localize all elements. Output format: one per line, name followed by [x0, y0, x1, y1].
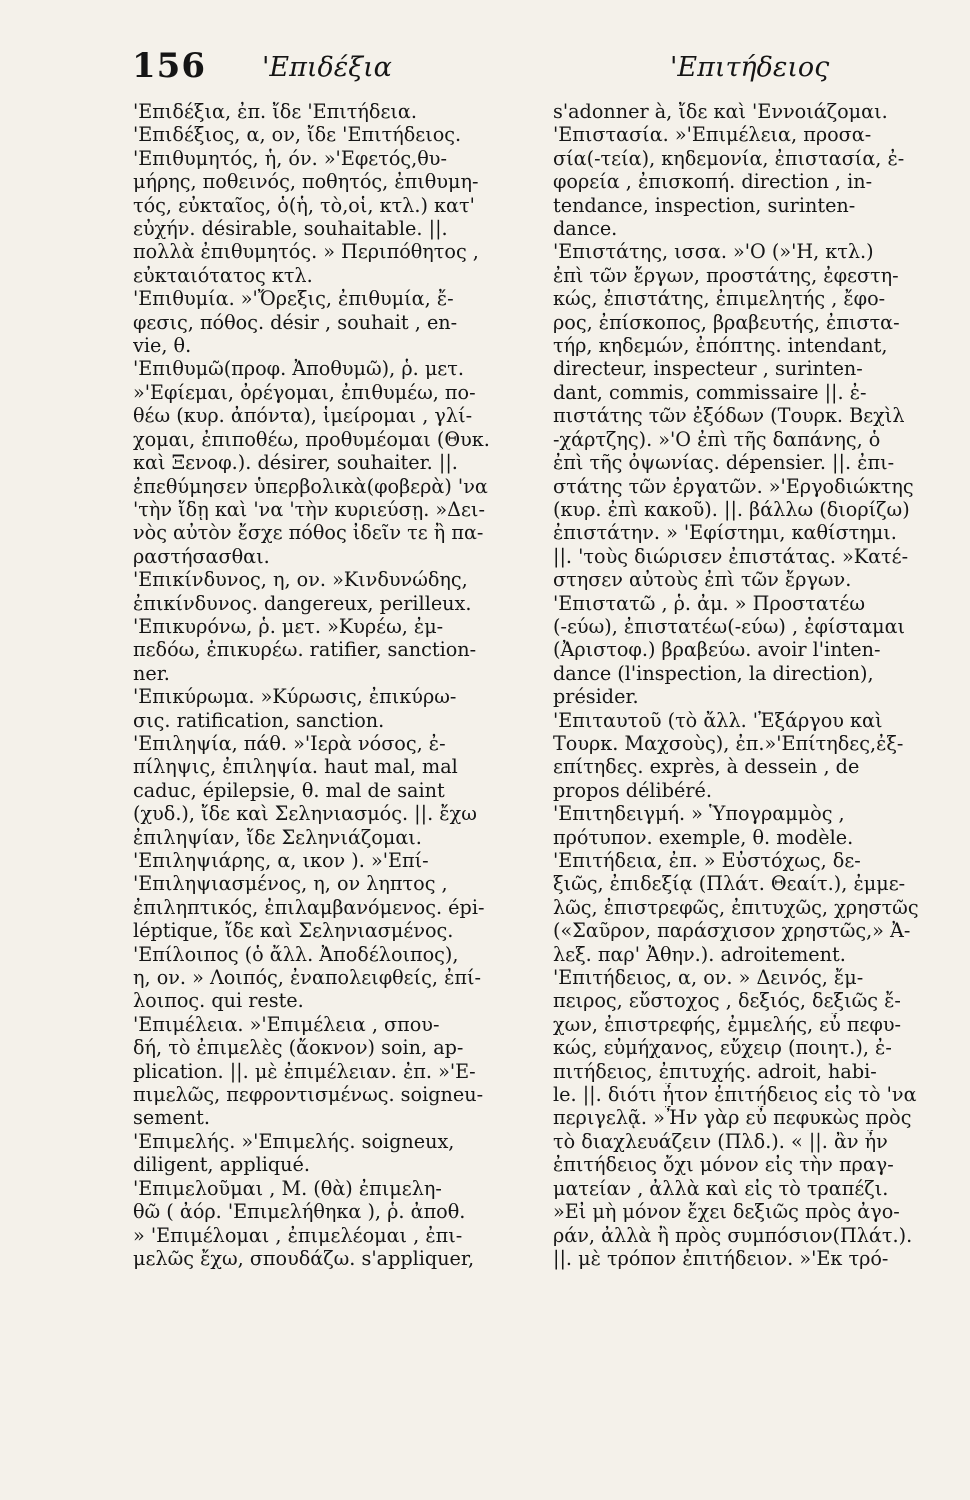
- dictionary-line: στάτης τῶν ἐργατῶν. »'Εργοδιώκτης: [553, 474, 914, 498]
- dictionary-line: vie, θ.: [133, 334, 192, 358]
- dictionary-line: léptique, ἴδε καὶ Σεληνιασμένος.: [133, 919, 454, 943]
- dictionary-line: directeur, inspecteur , surinten-: [553, 357, 863, 381]
- dictionary-line: 'Επιληψία, πάθ. »'Ιερὰ νόσος, ἐ-: [133, 731, 446, 755]
- dictionary-line: κώς, ἐπιστάτης, ἐπιμελητής , ἔφο-: [553, 287, 886, 311]
- dictionary-line: 'Επιτήδεια, ἐπ. » Εὐστόχως, δε-: [553, 849, 861, 872]
- dictionary-line: φορεία , ἐπισκοπή. direction , in-: [553, 170, 873, 194]
- dictionary-line: λῶς, ἐπιστρεφῶς, ἐπιτυχῶς, χρηστῶς: [553, 895, 919, 919]
- dictionary-line: 'Επιληψιάρης, α, ικον ). »'Επί-: [133, 849, 429, 872]
- dictionary-line: ματείαν , ἀλλὰ καὶ εἰς τὸ τραπέζι.: [553, 1176, 889, 1200]
- page-header: [0, 46, 970, 94]
- dictionary-line: 'Επιστασία. »'Επιμέλεια, προσα-: [553, 123, 872, 147]
- dictionary-line: ἐπὶ τῆς ὀψωνίας. dépensier. ||. ἐπι-: [553, 451, 895, 475]
- dictionary-line: πιτήδειος, ἐπιτυχής. adroit, habi-: [553, 1059, 877, 1083]
- dictionary-line: propos délibéré.: [553, 778, 712, 802]
- dictionary-line: ἐπικίνδυνος. dangereux, perilleux.: [133, 591, 472, 615]
- dictionary-line: 'Επιτηδειγμή. » Ὑπογραμμὸς ,: [553, 802, 845, 826]
- dictionary-line: 'Επιθυμία. »'Ὄρεξις, ἐπιθυμία, ἔ-: [133, 287, 454, 311]
- dictionary-line: 'Επιμελοῦμαι , Μ. (θὰ) ἐπιμελη-: [133, 1176, 442, 1200]
- dictionary-line: ||. 'τοὺς διώρισεν ἐπιστάτας. »Κατέ-: [553, 544, 909, 568]
- dictionary-line: 'Επιληψιασμένος, η, ον ληπτος ,: [133, 872, 448, 896]
- dictionary-line: 'Επικυρόνω, ῥ. μετ. »Κυρέω, ἐμ-: [133, 614, 444, 638]
- dictionary-line: πιμελῶς, πεφροντισμένως. soigneu-: [133, 1083, 484, 1107]
- dictionary-line: dant, commis, commissaire ||. ἐ-: [553, 380, 867, 404]
- dictionary-line: 'Επιθυμῶ(προφ. Ἀποθυμῶ), ῥ. μετ.: [133, 357, 464, 381]
- dictionary-line: 'Επίλοιπος (ὁ ἄλλ. Ἀποδέλοιπος),: [133, 942, 459, 966]
- dictionary-line: χομαι, ἐπιποθέω, προθυμέομαι (Θυκ.: [133, 427, 490, 451]
- dictionary-line: τός, εὐκταῖος, ὁ(ἡ, τὸ,οἱ, κτλ.) κατ': [133, 193, 475, 217]
- dictionary-line: εὐκταιότατος κτλ.: [133, 263, 313, 287]
- dictionary-line: περιγελᾷ. »Ἦν γὰρ εὖ πεφυκὼς πρὸς: [553, 1106, 912, 1130]
- dictionary-line: 'Επιτήδειος, α, ον. » Δεινός, ἔμ-: [553, 966, 864, 990]
- dictionary-line: s'adonner à, ἴδε καὶ 'Εννοιάζομαι.: [553, 100, 888, 123]
- dictionary-line: » 'Επιμέλομαι , ἐπιμελέομαι , ἐπι-: [133, 1223, 463, 1247]
- dictionary-line: ράν, ἀλλὰ ἢ πρὸς συμπόσιον(Πλάτ.).: [553, 1223, 913, 1247]
- dictionary-line: caduc, épilepsie, θ. mal de saint: [133, 778, 445, 802]
- dictionary-line: le. ||. διότι ἦτον ἐπιτήδειος εἰς τὸ 'να: [553, 1083, 917, 1107]
- dictionary-line: (Ἀριστοφ.) βραβεύω. avoir l'inten-: [553, 638, 881, 662]
- dictionary-line: ner.: [133, 661, 170, 685]
- page-number: 156: [132, 46, 206, 86]
- dictionary-line: θῶ ( ἀόρ. 'Επιμελήθηκα ), ῥ. ἀποθ.: [133, 1200, 466, 1224]
- dictionary-line: ρος, ἐπίσκοπος, βραβευτής, ἐπιστα-: [553, 310, 900, 334]
- dictionary-line: ἐπιτήδειος ὄχι μόνον εἰς τὴν πραγ-: [553, 1153, 894, 1177]
- dictionary-line: τήρ, κηδεμών, ἐπόπτης. intendant,: [553, 334, 888, 358]
- dictionary-line: λεξ. παρ' Ἀθην.). adroitement.: [553, 942, 846, 966]
- dictionary-line: ἐπιστάτην. » 'Εφίστημι, καθίστημι.: [553, 521, 897, 545]
- dictionary-line: 'Επικίνδυνος, η, ον. »Κινδυνώδης,: [133, 568, 468, 592]
- right-column: [553, 100, 958, 1270]
- dictionary-line: »'Εφίεμαι, ὀρέγομαι, ἐπιθυμέω, πο-: [133, 380, 476, 404]
- dictionary-line: présider.: [553, 685, 639, 709]
- dictionary-line: ξιῶς, ἐπιδεξίᾳ (Πλάτ. Θεαίτ.), ἐμμε-: [553, 872, 906, 896]
- dictionary-line: μήρης, ποθεινός, ποθητός, ἐπιθυμη-: [133, 170, 479, 194]
- dictionary-line: ἐπιληψίαν, ἴδε Σεληνιάζομαι.: [133, 825, 422, 849]
- dictionary-line: -χάρτζης). »'Ο ἐπὶ τῆς δαπάνης, ὁ: [553, 427, 881, 451]
- dictionary-line: (κυρ. ἐπὶ κακοῦ). ||. βάλλω (διορίζω): [553, 497, 910, 521]
- dictionary-line: 'Επιδέξια, ἐπ. ἴδε 'Επιτήδεια.: [133, 100, 417, 123]
- dictionary-line: 'Επιδέξιος, α, ον, ἴδε 'Επιτήδειος.: [133, 123, 462, 147]
- left-column: [133, 100, 520, 1270]
- dictionary-line: («Σαῦρον, παράσχισον χρηστῶς,» Ἀ-: [553, 919, 911, 943]
- dictionary-line: καὶ Ξενοφ.). désirer, souhaiter. ||.: [133, 451, 458, 475]
- dictionary-line: 'Επιμέλεια. »'Επιμέλεια , σπου-: [133, 1012, 440, 1036]
- dictionary-line: η, ον. » Λοιπός, ἐναπολειφθείς, ἐπί-: [133, 966, 481, 990]
- running-head-left: 'Επιδέξια: [262, 52, 392, 83]
- dictionary-line: πολλὰ ἐπιθυμητός. » Περιπόθητος ,: [133, 240, 479, 264]
- dictionary-line: 'Επιμελής. »'Επιμελής. soigneux,: [133, 1129, 455, 1153]
- dictionary-line: θέω (κυρ. ἀπόντα), ἱμείρομαι , γλί-: [133, 404, 473, 428]
- dictionary-line: tendance, inspection, surinten-: [553, 193, 856, 217]
- dictionary-line: 'Επικύρωμα. »Κύρωσις, ἐπικύρω-: [133, 685, 457, 709]
- dictionary-line: 'Επιθυμητός, ἡ, όν. »'Εφετός,θυ-: [133, 146, 447, 170]
- dictionary-line: σις. ratification, sanction.: [133, 708, 385, 732]
- dictionary-line: πίληψις, ἐπιληψία. haut mal, mal: [133, 755, 458, 779]
- dictionary-line: στησεν αὐτοὺς ἐπὶ τῶν ἔργων.: [553, 568, 852, 592]
- dictionary-line: diligent, appliqué.: [133, 1153, 310, 1177]
- dictionary-line: νὸς αὐτὸν ἔσχε πόθος ἰδεῖν τε ἢ πα-: [133, 521, 484, 545]
- dictionary-line: χων, ἐπιστρεφής, ἐμμελής, εὖ πεφυ-: [553, 1012, 901, 1036]
- dictionary-line: τὸ διαχλευάζειν (Πλδ.). « ||. ἂν ἦν: [553, 1129, 888, 1153]
- dictionary-line: ἐπιληπτικός, ἐπιλαμβανόμενος. épi-: [133, 895, 485, 919]
- dictionary-line: ||. μὲ τρόπον ἐπιτήδειον. »'Εκ τρό-: [553, 1246, 889, 1270]
- dictionary-line: Τουρκ. Μαχσοὺς), ἐπ.»'Επίτηδες,ἐξ-: [553, 731, 904, 755]
- dictionary-line: εὐχήν. désirable, souhaitable. ||.: [133, 217, 448, 241]
- dictionary-line: επίτηδες. exprès, à dessein , de: [553, 755, 860, 779]
- dictionary-line: dance.: [553, 217, 618, 241]
- dictionary-line: 'τὴν ἴδῃ καὶ 'να 'τὴν κυριεύσῃ. »Δει-: [133, 497, 485, 521]
- dictionary-line: πεδόω, ἐπικυρέω. ratifier, sanction-: [133, 638, 477, 662]
- dictionary-line: πειρος, εὔστοχος , δεξιός, δεξιῶς ἔ-: [553, 989, 901, 1013]
- dictionary-line: (χυδ.), ἴδε καὶ Σεληνιασμός. ||. ἔχω: [133, 802, 477, 826]
- dictionary-line: πρότυπον. exemple, θ. modèle.: [553, 825, 854, 849]
- dictionary-line: ἐπεθύμησεν ὑπερβολικὰ(φοβερὰ) 'να: [133, 474, 488, 498]
- running-head-right: 'Επιτήδειος: [670, 52, 830, 83]
- dictionary-line: φεσις, πόθος. désir , souhait , en-: [133, 310, 458, 334]
- dictionary-line: 'Επιταυτοῦ (τὸ ἄλλ. 'Ἐξάργου καὶ: [553, 708, 883, 732]
- dictionary-line: δή, τὸ ἐπιμελὲς (ἄοκνον) soin, ap-: [133, 1036, 464, 1060]
- dictionary-line: (-εύω), ἐπιστατέω(-εύω) , ἐφίσταμαι: [553, 614, 906, 638]
- dictionary-line: plication. ||. μὲ ἐπιμέλειαν. ἐπ. »'Ε-: [133, 1059, 476, 1083]
- dictionary-line: πιστάτης τῶν ἐξόδων (Τουρκ. Βεχὶλ: [553, 404, 905, 428]
- dictionary-line: »Εἰ μὴ μόνον ἔχει δεξιῶς πρὸς ἀγο-: [553, 1200, 900, 1224]
- dictionary-line: σία(-τεία), κηδεμονία, ἐπιστασία, ἐ-: [553, 146, 905, 170]
- dictionary-line: κώς, εὐμήχανος, εὔχειρ (ποιητ.), ἐ-: [553, 1036, 892, 1060]
- dictionary-line: 'Επιστάτης, ισσα. »'Ο (»'Η, κτλ.): [553, 240, 874, 264]
- dictionary-line: μελῶς ἔχω, σπουδάζω. s'appliquer,: [133, 1246, 475, 1270]
- dictionary-line: ραστήσασθαι.: [133, 544, 270, 568]
- dictionary-line: λοιπος. qui reste.: [133, 989, 304, 1013]
- dictionary-line: dance (l'inspection, la direction),: [553, 661, 874, 685]
- dictionary-line: 'Επιστατῶ , ῥ. ἀμ. » Προστατέω: [553, 591, 866, 615]
- dictionary-line: sement.: [133, 1106, 210, 1130]
- dictionary-line: ἐπὶ τῶν ἔργων, προστάτης, ἐφεστη-: [553, 263, 899, 287]
